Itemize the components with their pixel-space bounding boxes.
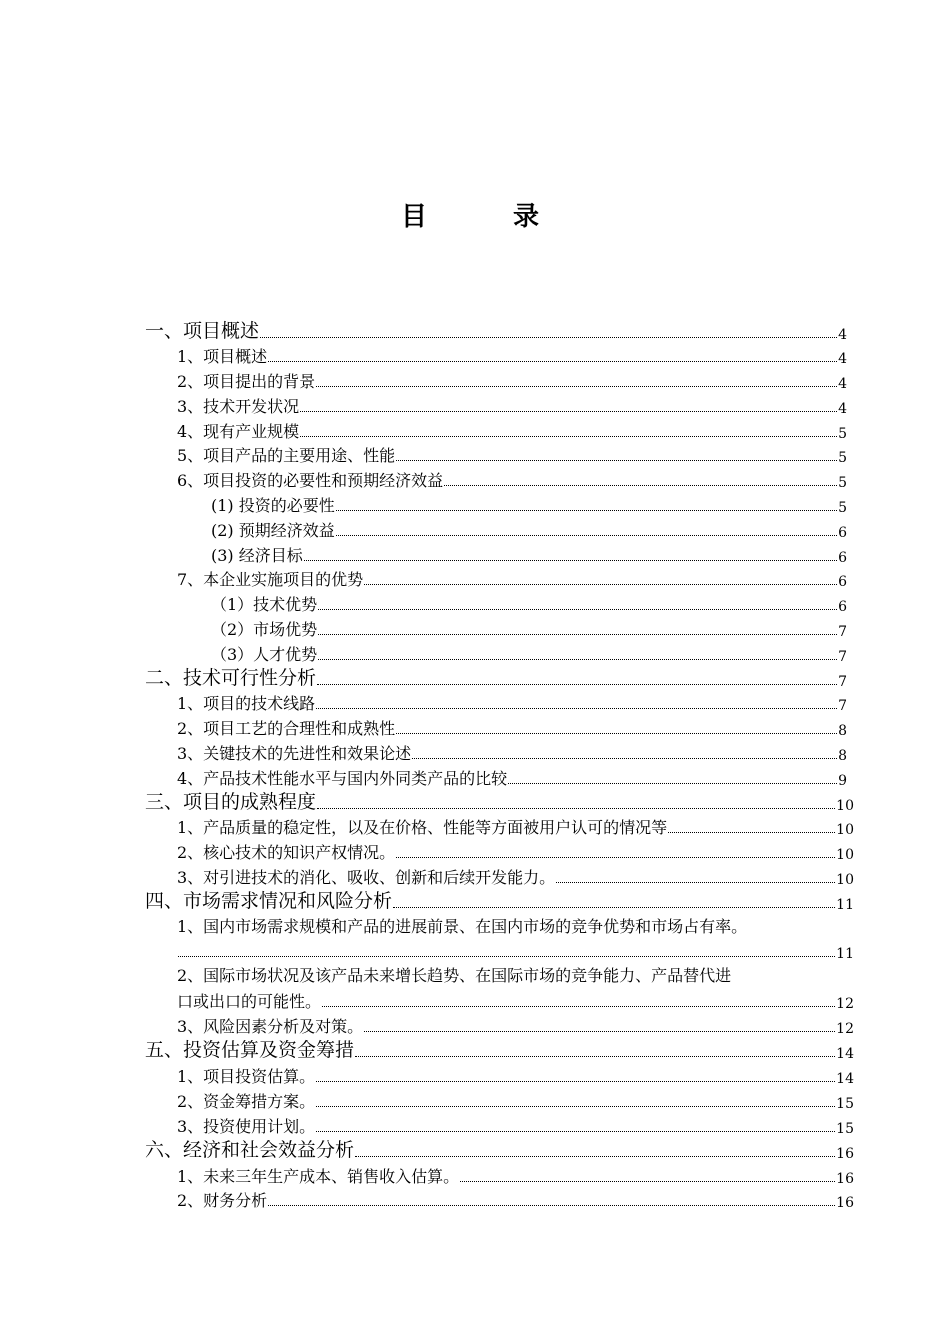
toc-entry[interactable] [177, 467, 847, 491]
toc-entry-label: 1、项目概述 [177, 347, 268, 366]
toc-entry[interactable] [177, 1063, 854, 1087]
toc-leader-dots [364, 1031, 835, 1032]
toc-entry-label: 3、投资使用计划。 [177, 1117, 316, 1136]
toc-page-number: 6 [838, 599, 847, 615]
toc-entry[interactable] [145, 1138, 854, 1162]
toc-entry-label: 2、项目提出的背景 [177, 372, 316, 391]
toc-page-number: 5 [838, 475, 847, 491]
toc-page-number: 8 [838, 723, 847, 739]
toc-leader-dots [460, 1181, 835, 1182]
toc-entry-label: （1）技术优势 [211, 595, 318, 614]
toc-entry[interactable] [145, 889, 854, 913]
toc-entry-label: 1、项目投资估算。 [177, 1067, 316, 1086]
toc-leader-dots [316, 386, 837, 387]
toc-page-number: 16 [836, 1195, 854, 1211]
toc-entry[interactable] [145, 319, 847, 343]
toc-entry[interactable] [177, 839, 854, 863]
toc-page-number: 7 [838, 624, 847, 640]
toc-page-number: 10 [836, 822, 854, 838]
toc-entry[interactable] [177, 690, 847, 714]
toc-page-number: 11 [836, 897, 854, 913]
toc-page-number: 5 [838, 500, 847, 516]
toc-entry[interactable] [211, 616, 847, 640]
toc-page-number: 5 [838, 426, 847, 442]
toc-page-number: 5 [838, 450, 847, 466]
toc-entry-label: 3、关键技术的先进性和效果论述 [177, 744, 412, 763]
toc-page-number: 7 [838, 674, 847, 690]
toc-entry[interactable] [177, 343, 847, 367]
toc-leader-dots [260, 337, 837, 338]
toc-entry-label: (3) 经济目标 [211, 546, 303, 565]
toc-page-number: 7 [838, 649, 847, 665]
toc-leader-dots [508, 783, 837, 784]
toc-leader-dots [336, 535, 837, 536]
toc-entry[interactable] [177, 1013, 854, 1037]
toc-page-number: 15 [836, 1121, 854, 1137]
toc-entry-label: (2) 预期经济效益 [211, 521, 335, 540]
toc-entry-label: 1、产品质量的稳定性，以及在价格、性能等方面被用户认可的情况等 [177, 818, 668, 837]
toc-entry[interactable] [177, 418, 847, 442]
toc-page-number: 4 [838, 351, 847, 367]
toc-leader-dots [355, 1056, 835, 1057]
toc-leader-dots [316, 1131, 835, 1132]
toc-page-number: 7 [838, 698, 847, 714]
toc-entry-label: 1、项目的技术线路 [177, 694, 316, 713]
toc-entry[interactable] [145, 1038, 854, 1062]
toc-page-number: 6 [838, 525, 847, 541]
toc-entry[interactable] [177, 765, 847, 789]
toc-entry[interactable] [177, 814, 854, 838]
toc-entry-label: 3、技术开发状况 [177, 397, 300, 416]
toc-entry-label: 一、项目概述 [145, 320, 260, 342]
toc-leader-dots [412, 758, 837, 759]
toc-page-number: 10 [836, 872, 854, 888]
toc-entry[interactable] [177, 566, 847, 590]
toc-leader-dots [393, 907, 835, 908]
toc-leader-dots [304, 560, 837, 561]
toc-page-number: 9 [838, 773, 847, 789]
toc-entry[interactable] [177, 1187, 854, 1211]
toc-entry-label: 3、对引进技术的消化、吸收、创新和后续开发能力。 [177, 868, 556, 887]
toc-leader-dots [396, 857, 835, 858]
toc-leader-dots [556, 882, 835, 883]
toc-entry[interactable] [211, 591, 847, 615]
toc-entry-label: 六、经济和社会效益分析 [145, 1139, 355, 1161]
toc-page-number: 4 [838, 401, 847, 417]
toc-leader-dots [322, 1006, 835, 1007]
toc-entry-label: 4、现有产业规模 [177, 422, 300, 441]
toc-entry-label: 6、项目投资的必要性和预期经济效益 [177, 471, 444, 490]
toc-leader-dots [300, 436, 837, 437]
toc-leader-dots [300, 411, 837, 412]
toc-entry-label: 2、资金筹措方案。 [177, 1092, 316, 1111]
toc-entry[interactable] [177, 393, 847, 417]
toc-page-number: 16 [836, 1146, 854, 1162]
toc-entry-label: 7、本企业实施项目的优势 [177, 570, 364, 589]
toc-leader-dots [317, 808, 835, 809]
toc-entry[interactable] [177, 368, 847, 392]
toc-entry-label: 二、技术可行性分析 [145, 667, 317, 689]
toc-entry-label-continued: 口或出口的可能性。 [177, 992, 322, 1011]
toc-page-number: 4 [838, 327, 847, 343]
toc-entry[interactable] [211, 542, 847, 566]
toc-page-number: 14 [836, 1046, 854, 1062]
page-title: 目 录 [400, 202, 569, 232]
toc-leader-dots [316, 708, 837, 709]
toc-entry-label: 五、投资估算及资金筹措 [145, 1039, 355, 1061]
toc-entry[interactable] [177, 1113, 854, 1137]
toc-entry-label: 4、产品技术性能水平与国内外同类产品的比较 [177, 769, 508, 788]
toc-page-number: 10 [836, 847, 854, 863]
toc-leader-dots [444, 485, 837, 486]
toc-entry[interactable] [211, 641, 847, 665]
toc-page-number: 6 [838, 574, 847, 590]
toc-entry[interactable] [177, 864, 854, 888]
toc-leader-dots [355, 1156, 835, 1157]
toc-leader-dots [316, 1106, 835, 1107]
toc-leader-dots [318, 659, 837, 660]
toc-entry[interactable] [211, 492, 847, 516]
toc-entry-label[interactable]: 1、国内市场需求规模和产品的进展前景、在国内市场的竞争优势和市场占有率。 [177, 917, 748, 936]
toc-entry-label[interactable]: 2、国际市场状况及该产品未来增长趋势、在国际市场的竞争能力、产品替代进 [177, 966, 732, 985]
toc-page-number: 10 [836, 798, 854, 814]
toc-entry-label: 3、风险因素分析及对策。 [177, 1017, 364, 1036]
toc-entry-label: 5、项目产品的主要用途、性能 [177, 446, 396, 465]
toc-entry[interactable] [177, 938, 854, 962]
toc-entry[interactable] [177, 715, 847, 739]
toc-entry[interactable] [145, 790, 854, 814]
toc-entry-label: （2）市场优势 [211, 620, 318, 639]
toc-entry[interactable] [211, 517, 847, 541]
toc-page-number: 6 [838, 550, 847, 566]
toc-leader-dots [268, 1205, 835, 1206]
toc-entry[interactable] [177, 988, 854, 1012]
toc-entry[interactable] [177, 442, 847, 466]
toc-entry-label: 1、未来三年生产成本、销售收入估算。 [177, 1167, 460, 1186]
toc-page-number: 11 [836, 946, 854, 962]
toc-entry[interactable] [177, 1088, 854, 1112]
toc-page-number: 4 [838, 376, 847, 392]
toc-entry[interactable] [177, 740, 847, 764]
toc-page-number: 12 [836, 996, 854, 1012]
toc-page-number: 14 [836, 1071, 854, 1087]
toc-entry-label: 2、核心技术的知识产权情况。 [177, 843, 396, 862]
toc-leader-dots [268, 361, 837, 362]
toc-leader-dots [178, 956, 835, 957]
toc-page-number: 8 [838, 748, 847, 764]
toc-entry[interactable] [145, 666, 847, 690]
toc-entry-label: （3）人才优势 [211, 645, 318, 664]
toc-entry-label: 四、市场需求情况和风险分析 [145, 890, 393, 912]
toc-leader-dots [317, 684, 837, 685]
toc-leader-dots [318, 634, 837, 635]
toc-leader-dots [364, 584, 837, 585]
toc-entry-label: (1) 投资的必要性 [211, 496, 335, 515]
toc-leader-dots [336, 510, 837, 511]
toc-entry[interactable] [177, 1163, 854, 1187]
toc-leader-dots [396, 460, 837, 461]
toc-leader-dots [668, 832, 835, 833]
toc-page-number: 15 [836, 1096, 854, 1112]
toc-entry-label: 三、项目的成熟程度 [145, 791, 317, 813]
toc-page-number: 12 [836, 1021, 854, 1037]
toc-leader-dots [318, 609, 837, 610]
toc-entry-label: 2、财务分析 [177, 1191, 268, 1210]
toc-leader-dots [396, 733, 837, 734]
toc-page-number: 16 [836, 1171, 854, 1187]
toc-entry-label: 2、项目工艺的合理性和成熟性 [177, 719, 396, 738]
toc-leader-dots [316, 1081, 835, 1082]
